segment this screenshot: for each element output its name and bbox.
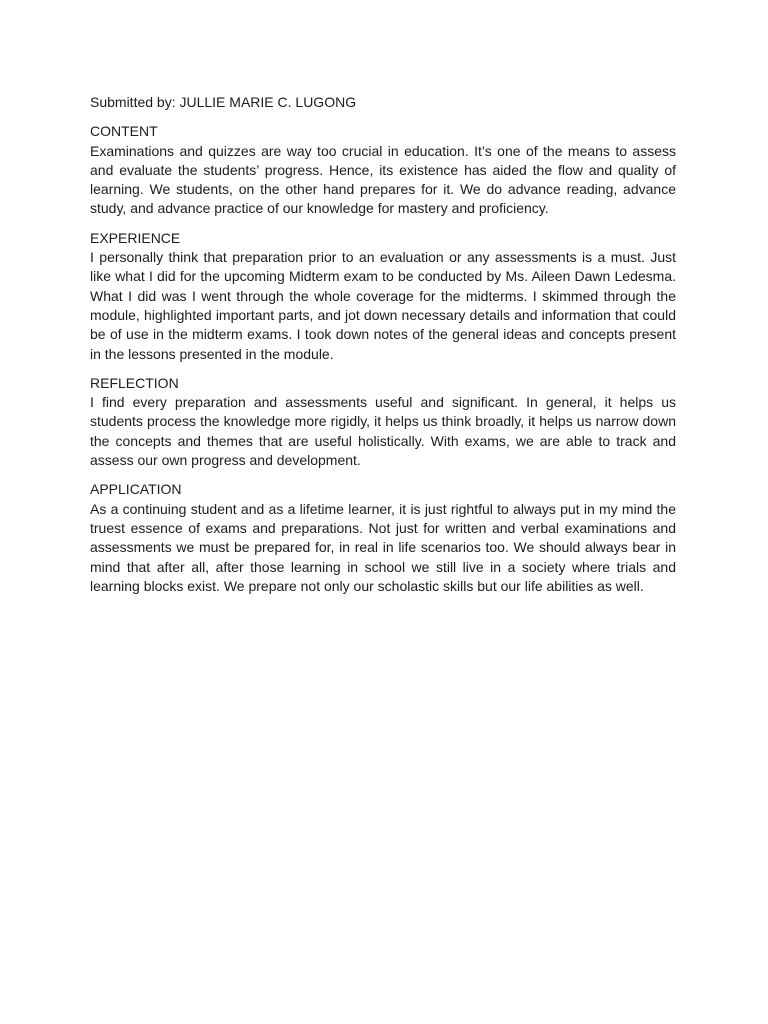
- section-heading-content: CONTENT: [90, 123, 158, 140]
- document-page: [90, 93, 676, 606]
- section-text-experience: I personally think that preparation prior to an evaluation or any assessments is a must. Just like what I did for the upcoming Midterm exam to be conducted by Ms. Aileen Dawn Ledesma. What I did was I went through the whole coverage for the midterms. I skimmed through the module, highlighted important parts, and jot down necessary details and information that could be of use in the midterm exams. I took down notes of the general ideas and concepts present in the lessons presented in the module.: [90, 249, 676, 362]
- section-application: [90, 480, 676, 596]
- section-text-content: Examinations and quizzes are way too crucial in education. It’s one of the means to assess and evaluate the students’ progress. Hence, its existence has aided the flow and quality of learning. We students, on the other hand prepares for it. We do advance reading, advance study, and advance practice of our knowledge for mastery and proficiency.: [90, 142, 676, 217]
- section-reflection: [90, 374, 676, 470]
- section-experience: [90, 229, 676, 364]
- submitted-by-line: Submitted by: JULLIE MARIE C. LUGONG: [90, 94, 357, 110]
- section-text-reflection: I find every preparation and assessments useful and significant. In general, it helps us students process the knowledge more rigidly, it helps us think broadly, it helps us narrow down the concepts and themes that are useful holistically. With exams, we are able to track and assess our own progress and development.: [90, 394, 676, 469]
- section-content: [90, 122, 676, 218]
- section-heading-experience: EXPERIENCE: [90, 229, 181, 246]
- section-heading-application: APPLICATION: [90, 481, 182, 498]
- section-text-application: As a continuing student and as a lifetime learner, it is just rightful to always put in my mind the truest essence of exams and preparations. Not just for written and verbal examinations and assessments we must be prepared for, in real in life scenarios too. We should always bear in mind that after all, after those learning in school we still live in a society where trials and learning blocks exist. We prepare not only our scholastic skills but our life abilities as well.: [90, 500, 676, 594]
- section-heading-reflection: REFLECTION: [90, 374, 179, 391]
